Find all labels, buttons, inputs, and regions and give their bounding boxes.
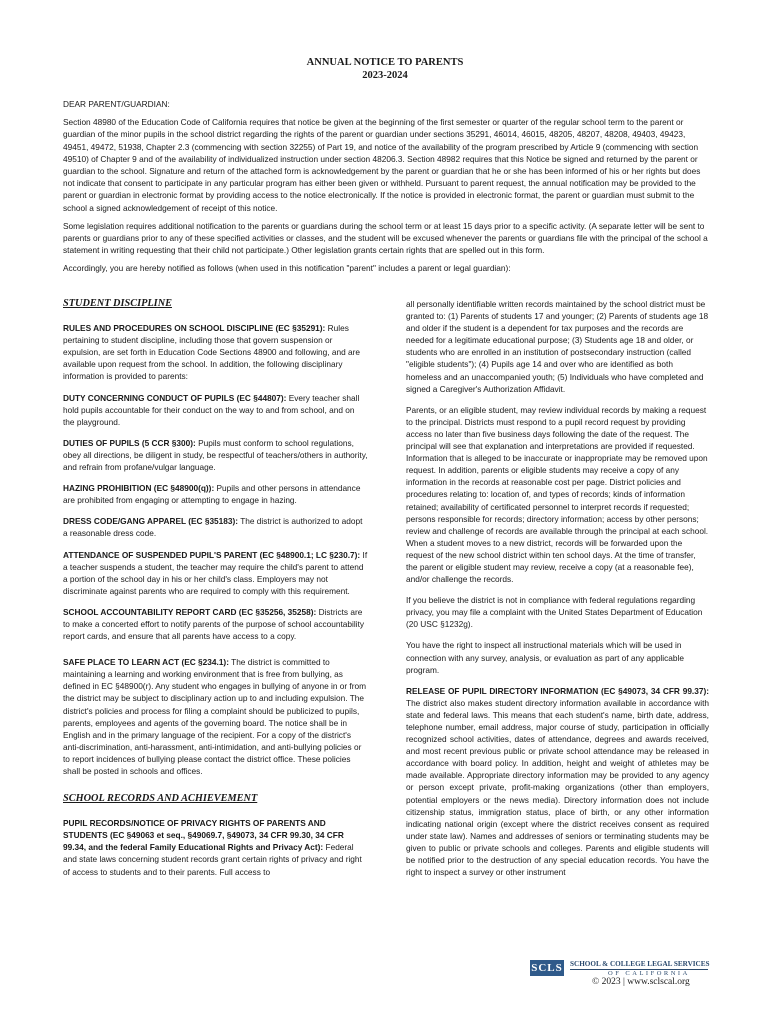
rules-procedures-text: Rules pertaining to student discipline, including those that govern suspension or expulsion, are set forth in Education Code Sections 48900 and following, and are available upon request from the school. In addition, the following disciplinary information is provided to parents: [63, 323, 361, 382]
left-column [63, 298, 368, 887]
intro-paragraph-2: Some legislation requires additional notification to the parents or guardians during the school term or at least 15 days prior to a specific activity. (A separate letter will be sent to parents or guardians prior to any of these specified activities or classes, and the student will be excused whenever the parents or guardians file with the principal of the school a statement in writing requesting that their child not participate.) Other legislation grants certain rights that are spelled out in this form. [63, 220, 708, 256]
intro-paragraph-3: Accordingly, you are hereby notified as follows (when used in this notification "parent" includes a parent or legal guardian): [63, 263, 511, 274]
section-heading-student-discipline: STUDENT DISCIPLINE [63, 298, 172, 309]
safe-place-heading: SAFE PLACE TO LEARN ACT (EC §234.1): [63, 657, 229, 668]
suspended-attendance-text: If a teacher suspends a student, the teacher may require the child's parent to attend a portion of the school day in his or her child's class. Employers may not discriminate against parents who are required to comply with this requirement. [63, 549, 368, 596]
duty-conduct-heading: DUTY CONCERNING CONDUCT OF PUPILS (EC §44807): [63, 392, 287, 403]
duty-conduct-text: Every teacher shall hold pupils accountable for their conduct on the way to and from school, and on the playground. [63, 392, 360, 427]
hazing-text: Pupils and other persons in attendance are prohibited from engaging or attempting to engage in hazing. [63, 483, 361, 506]
records-review-paragraph: Parents, or an eligible student, may review individual records by making a request to the principal. Districts must respond to a pupil record request by providing access no later than five business days following the date of the request. The principal will see that explanation and interpretations are provided if requested. Information that is alleged to be inaccurate or inappropriate may be removed upon request. In addition, parents or eligible students may receive a copy of any information in the records at reasonable cost per page. District policies and procedures relating to: location of, and types of records; kinds of information retained; availability of certificated personnel to interpret records if requested; persons responsible for records; directory information; access by other persons; review and challenge of records are available through the principal at each school. When a student moves to a new district, records will be forwarded upon the request of the new school district within ten school days. At the time of transfer, the parent or eligible student may review, receive a copy (at a reasonable fee), and/or challenge the records. [406, 404, 709, 585]
instructional-materials-paragraph: You have the right to inspect all instructional materials which will be used in connection with any survey, analysis, or evaluation as part of any applicable program. [406, 640, 684, 675]
right-column [406, 298, 709, 887]
duty-conduct-paragraph [63, 392, 368, 428]
footer-logo [530, 960, 710, 990]
directory-info-heading: RELEASE OF PUPIL DIRECTORY INFORMATION (EC §49073, 34 CFR 99.37): [406, 685, 709, 696]
org-state: OF CALIFORNIA [608, 970, 690, 977]
records-access-paragraph: all personally identifiable written records maintained by the school district must be granted to: (1) Parents of students 17 and younger; (2) Parents of students age 18 and older if the student is a dependent for tax purposes and the records are needed for a legitimate educational purpose; (3) Students age 18 and older, or students who are enrolled in an institution of postsecondary instruction (called "eligible students"); (4) Pupils age 14 and over who are identified as both homeless and an unaccompanied youth; (5) Individuals who have completed and signed a Caregiver's Authorization Affidavit. [406, 299, 709, 394]
dress-code-paragraph [63, 515, 368, 539]
duties-pupils-paragraph [63, 437, 368, 473]
pupil-records-paragraph [63, 817, 368, 877]
sarc-paragraph [63, 606, 368, 642]
dress-code-text: The district is authorized to adopt a reasonable dress code. [63, 516, 363, 539]
dress-code-heading: DRESS CODE/GANG APPAREL (EC §35183): [63, 516, 239, 527]
org-name: SCHOOL & COLLEGE LEGAL SERVICES [570, 960, 710, 968]
safe-place-text: The district is committed to maintaining a learning and working environment that is free from bullying, as defined in EC §48900(r). Any student who engages in bullying of anyone in or from the district may be subject to disciplinary action up to and including expulsion. The district's policies and process for filing a complaint should be publicized to pupils, parents, employees and agents of the governing board. The notice shall be in English and in the primary language of the recipient. For a copy of the district's anti-discrimination, anti-harassment, anti-intimidation, and anti-bullying policies or to report incidences of bullying please contact the district office. These policies shall be posted in schools and offices. [63, 657, 367, 776]
intro-paragraph-1: Section 48980 of the Education Code of California requires that notice be given at the beginning of the first semester or quarter of the regular school term to the parent or guardian of the minor pupils in the school district regarding the rights of the parent or guardian under sections 35291, 46014, 46015, 48205, 48207, 48208, 49403, 49423, 49451, 49472, 51938, Chapter 2.3 (commencing with section 32255) of Part 19, and notice of the availability of the program prescribed by Article 9 (commencing with section 49510) of Chapter 9 and of the availability of individualized instruction under section 48206.3. Section 48982 requires that this Notice be signed and returned by the parent or guardian to the school. Signature and return of the attached form is acknowledgement by the parent or guardian that he or she has been informed of his or her rights but does not indicate that consent to participate in any particular program has either been given or withheld. Pursuant to parent request, the annual notification may be provided to the parent or guardian in electronic format by providing access to the notice electronically. If the notice is provided in electronic format, the parent or guardian must submit to the school a signed acknowledgement of receipt of this notice. [63, 117, 701, 213]
rules-procedures-paragraph [63, 322, 368, 382]
directory-info-paragraph [406, 685, 709, 879]
hazing-paragraph [63, 482, 368, 506]
scls-logo-mark: SCLS [531, 962, 563, 974]
school-year: 2023-2024 [362, 70, 408, 81]
salutation: DEAR PARENT/GUARDIAN: [63, 99, 170, 109]
rules-procedures-heading: RULES AND PROCEDURES ON SCHOOL DISCIPLINE (EC §35291): [63, 323, 326, 334]
safe-place-paragraph [63, 656, 368, 777]
directory-info-text: The district also makes student directory information available in accordance with state and federal laws. This means that each student's name, birth date, address, telephone number, email address, major course of study, participation in officially recognized school activities, dates of attendance, degrees and awards received, and most recent previous public or private school attendance may be released in accordance with board policy. In addition, height and weight of athletes may be made available. Appropriate directory information may be provided to any agency or person except private, profit-making organizations (other than employers, potential employers or the news media). Directory information does not include citizenship status, immigration status, place of birth, or any other information indicating national origin (except where the district receives consent as required under state law). Names and addresses of seniors or terminating students may be given to public or private schools and colleges. Parents and eligible students will be notified prior to the destruction of any special education records. You have the right to inspect a survey or other instrument [406, 697, 709, 878]
suspended-attendance-paragraph [63, 549, 368, 597]
document-title: ANNUAL NOTICE TO PARENTS [306, 57, 464, 68]
privacy-complaint-paragraph: If you believe the district is not in compliance with federal regulations regarding privacy, you may file a complaint with the United States Department of Education (20 USC §1232g). [406, 595, 703, 630]
pupil-records-heading: PUPIL RECORDS/NOTICE OF PRIVACY RIGHTS OF PARENTS AND STUDENTS (EC §49063 et seq., §49069.7, §49073, 34 CFR 99.30, 34 CFR 99.34, and the federal Family Educational Rights and Privacy Act): [63, 818, 344, 853]
duties-pupils-text: Pupils must conform to school regulations, obey all directions, be diligent in study, be respectful of teachers/others in authority, and refrain from profane/vulgar language. [63, 437, 368, 473]
duties-pupils-heading: DUTIES OF PUPILS (5 CCR §300): [63, 437, 196, 448]
sarc-heading: SCHOOL ACCOUNTABILITY REPORT CARD (EC §35256, 35258): [63, 606, 317, 617]
copyright-link[interactable]: © 2023 | www.sclscal.org [592, 977, 690, 987]
section-heading-school-records: SCHOOL RECORDS AND ACHIEVEMENT [63, 793, 258, 805]
sarc-text: Districts are to make a concerted effort to notify parents of the purpose of school accountability report cards, and ensure that all parents have access to a copy. [63, 606, 365, 642]
intro-section [63, 98, 709, 281]
pupil-records-text: Federal and state laws concerning student records grant certain rights of privacy and right of access to students and to their parents. Full access to [63, 842, 362, 877]
hazing-heading: HAZING PROHIBITION (EC §48900(q)): [63, 483, 215, 494]
suspended-attendance-heading: ATTENDANCE OF SUSPENDED PUPIL'S PARENT (EC §48900.1; LC §230.7): [63, 549, 361, 560]
